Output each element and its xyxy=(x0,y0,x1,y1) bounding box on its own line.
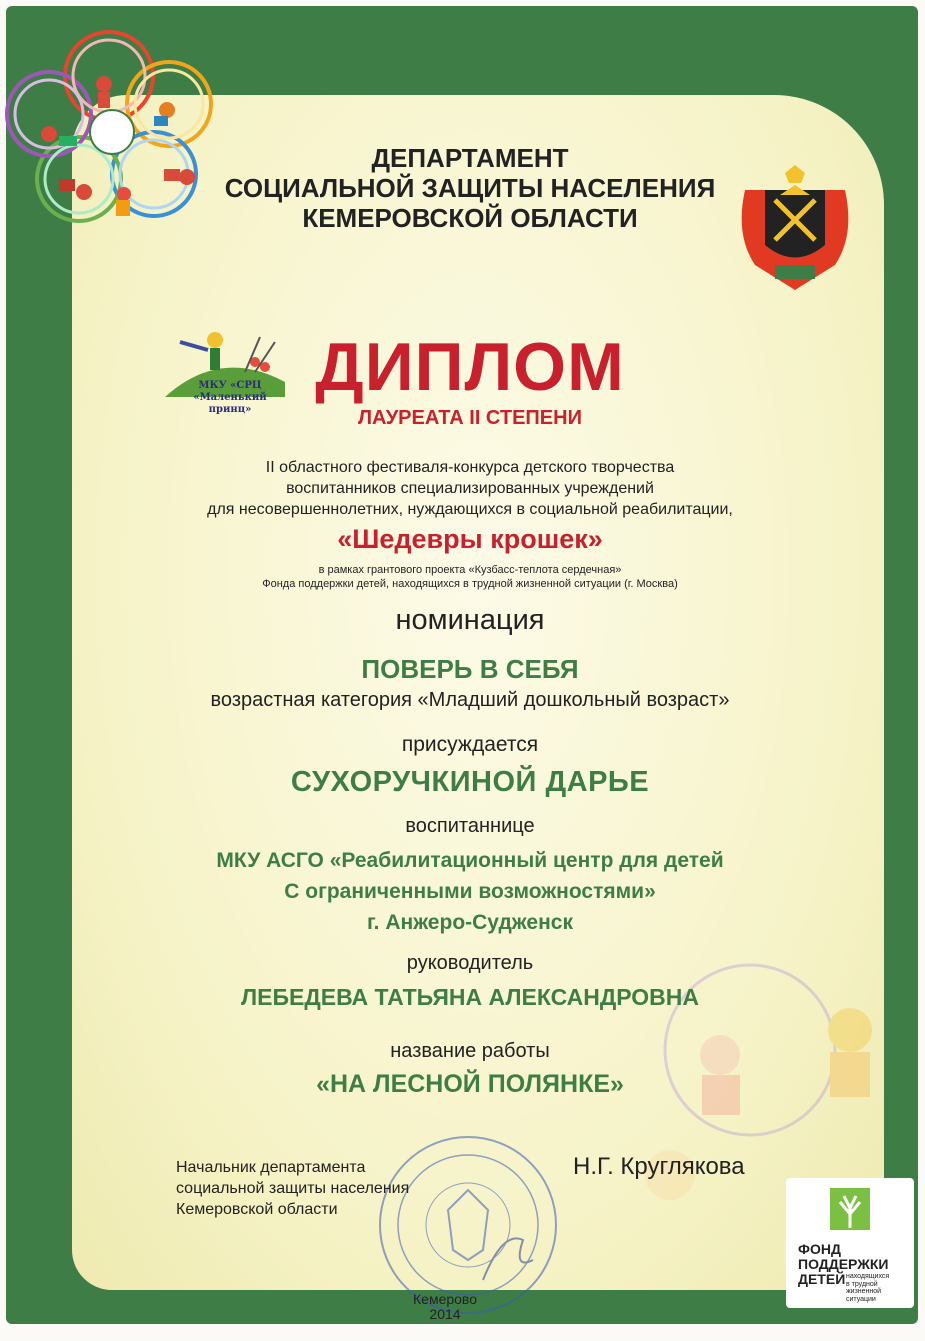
nomination-value: ПОВЕРЬ В СЕБЯ xyxy=(361,654,579,684)
leader-label: руководитель xyxy=(406,952,534,974)
grant-note: в рамках грантового проекта «Кузбасс-теплота сердечная» Фонда поддержки детей, находящихся в трудной жизненной ситуации (г. Москва) xyxy=(262,564,678,590)
fund-subtext: находящихся в трудной жизненной ситуации xyxy=(846,1273,890,1303)
nomination-label: номинация xyxy=(395,604,545,636)
children-flower-logo xyxy=(4,14,224,224)
recipient-name: СУХОРУЧКИНОЙ ДАРЬЕ xyxy=(290,766,650,798)
festival-description: II областного фестиваля-конкурса детского творчества воспитанников специализированных учреждений для несовершеннолетних, нуждающихся в социальной реабилитации, xyxy=(207,459,733,518)
age-category: возрастная категория «Младший дошкольный возраст» xyxy=(210,689,730,711)
work-title: «НА ЛЕСНОЙ ПОЛЯНКЕ» xyxy=(316,1070,624,1098)
diploma-subtitle: ЛАУРЕАТА II СТЕПЕНИ xyxy=(358,407,582,429)
diploma-title: ДИПЛОМ xyxy=(315,329,625,405)
little-prince-logo-label: МКУ «СРЦ «Маленький принц» xyxy=(193,380,267,415)
festival-name: «Шедевры крошек» xyxy=(337,524,603,554)
work-label: название работы xyxy=(390,1040,550,1062)
department-title: ДЕПАРТАМЕНТ СОЦИАЛЬНОЙ ЗАЩИТЫ НАСЕЛЕНИЯ КЕМЕРОВСКОЙ ОБЛАСТИ xyxy=(224,143,716,233)
signature-position: Начальник департамента социальной защиты населения Кемеровской области xyxy=(176,1159,410,1218)
tree-icon xyxy=(830,1188,870,1236)
fund-name: ФОНД ПОДДЕРЖКИ ДЕТЕЙ xyxy=(798,1241,889,1287)
fund-logo xyxy=(786,1178,914,1308)
awarded-label: присуждается xyxy=(401,733,539,756)
pupil-label: воспитаннице xyxy=(405,815,535,837)
signer-name: Н.Г. Круглякова xyxy=(573,1153,745,1180)
place-year: Кемерово 2014 xyxy=(413,1291,477,1322)
organization: МКУ АСГО «Реабилитационный центр для детей С ограниченными возможностями» г. Анжеро-Судженск xyxy=(216,849,724,934)
leader-name: ЛЕБЕДЕВА ТАТЬЯНА АЛЕКСАНДРОВНА xyxy=(241,984,699,1010)
kemerovo-coat-of-arms xyxy=(735,165,855,295)
